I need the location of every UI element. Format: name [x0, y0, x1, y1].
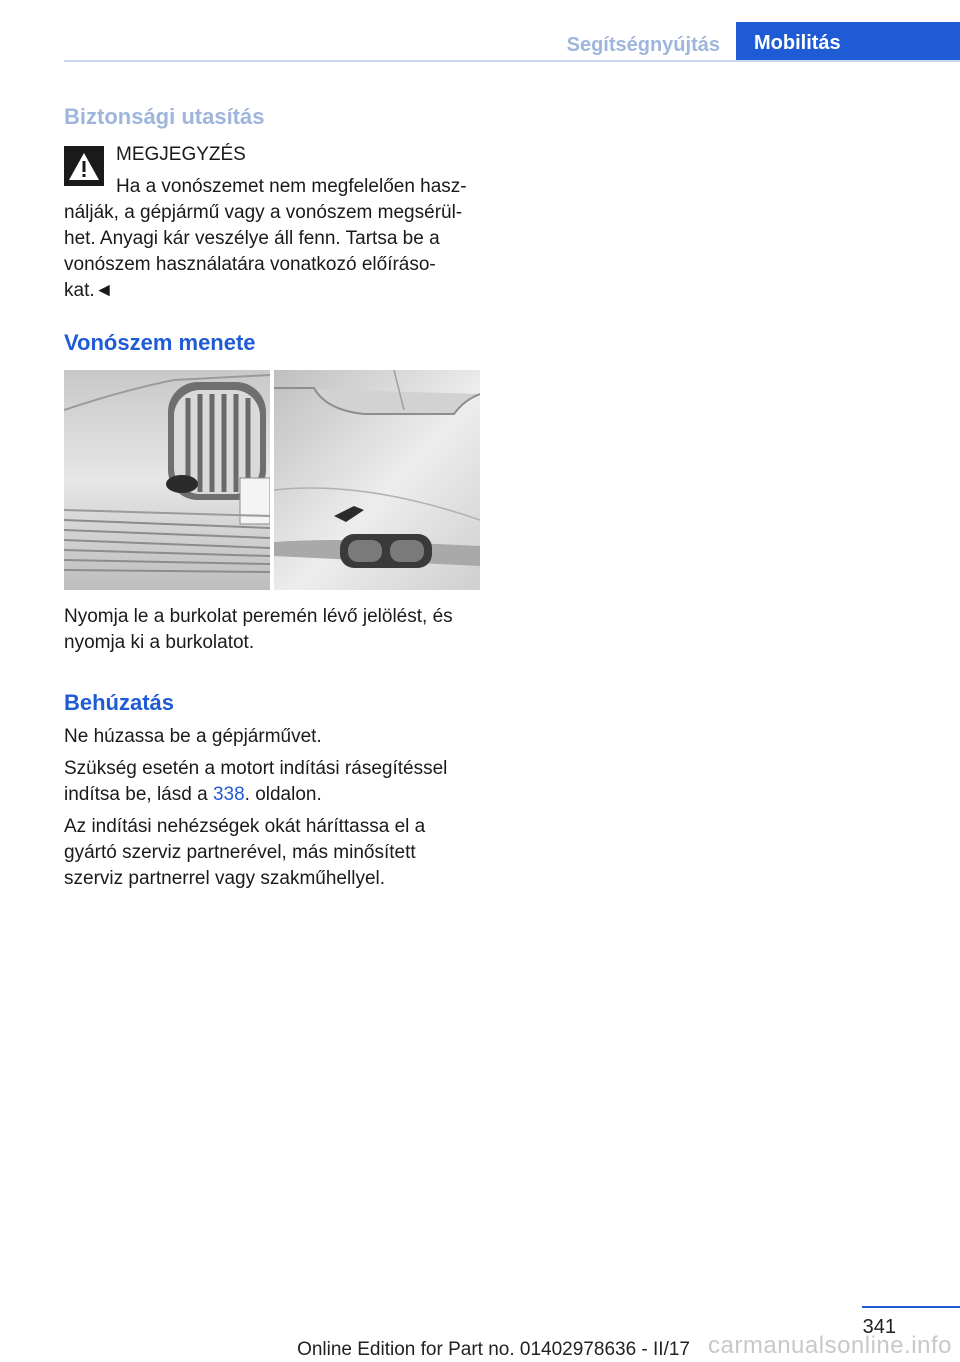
towing-paragraph-1: Ne húzassa be a gépjárművet. — [64, 726, 322, 747]
warning-label: MEGJEGYZÉS — [116, 144, 246, 165]
footer-rule — [862, 1306, 960, 1308]
header-section-mobility: Mobilitás — [736, 22, 960, 62]
tow-eye-text-line-1: Nyomja le a burkolat peremén lévő jelölést, és — [64, 606, 453, 627]
towing-paragraph-2-post: . oldalon. — [244, 784, 322, 805]
towing-paragraph-3-line-3: szerviz partnerrel vagy szakműhellyel. — [64, 868, 386, 889]
page-reference-link[interactable]: 338 — [212, 784, 245, 805]
warning-line-3: het. Anyagi kár veszélye áll fenn. Tartsa be a — [64, 228, 440, 249]
towing-paragraph-2-line-2 — [64, 782, 480, 808]
towing-paragraph-2-line-1: Szükség esetén a motort indítási rásegítéssel — [64, 758, 448, 779]
section-title-tow-eye-thread: Vonószem menete — [64, 330, 256, 355]
header-section-help: Segítségnyújtás — [566, 34, 720, 56]
section-title-safety: Biztonsági utasítás — [64, 104, 265, 129]
tow-eye-text-line-2: nyomja ki a burkolatot. — [64, 632, 255, 653]
towing-paragraph-3-line-1: Az indítási nehézségek okát háríttassa el a — [64, 816, 426, 837]
warning-line-4: vonószem használatára vonatkozó előíráso- — [64, 254, 436, 275]
warning-line-5: kat.◄ — [64, 280, 114, 301]
towing-paragraph-3-line-2: gyártó szerviz partnerével, más minősített — [64, 842, 416, 863]
page-number: 341 — [862, 1316, 896, 1338]
car-bumper-illustration — [64, 370, 480, 590]
towing-paragraph-2-pre: indítsa be, lásd a — [64, 784, 213, 805]
section-title-towing: Behúzatás — [64, 690, 175, 715]
header-rule — [64, 60, 960, 62]
warning-line-2: nálják, a gépjármű vagy a vonószem megsérül- — [64, 202, 463, 223]
watermark-text: carmanualsonline.info — [708, 1332, 952, 1359]
warning-triangle-icon — [64, 146, 104, 186]
edition-text: Online Edition for Part no. 01402978636 - II/17 — [297, 1339, 690, 1360]
warning-line-1: Ha a vonószemet nem megfelelően hasz- — [116, 176, 467, 197]
